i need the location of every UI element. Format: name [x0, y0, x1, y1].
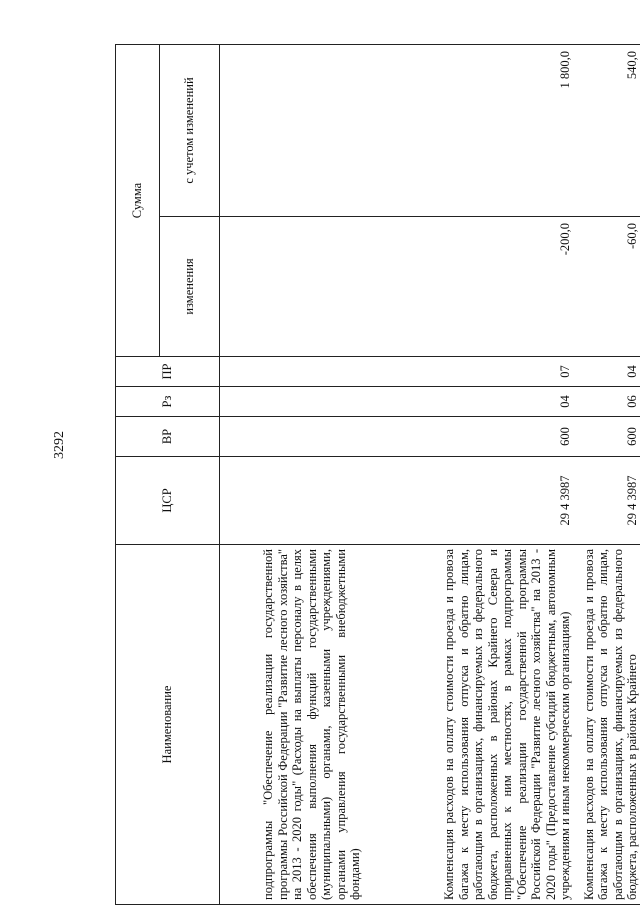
- row-changes: [220, 217, 368, 357]
- row-csr: [220, 457, 368, 545]
- header-csr: ЦСР: [116, 457, 220, 545]
- header-with-changes: с учетом изменений: [160, 45, 220, 217]
- row-changes: -60,0: [578, 217, 640, 357]
- row-rz: 04: [368, 387, 578, 417]
- header-vr: ВР: [116, 417, 220, 457]
- table-row: [220, 45, 368, 905]
- row-name: Компенсация расходов на оплату стоимости проезда и провоза багажа к месту использования отпуска и обратно лицам, работающим в организациях, финансируемых из федерального бюджета, расположенных в районах Крайнего Севера и приравненных к ним местностях, в рамках подпрограммы "Обеспечение реализации государственной программы Российской Федерации "Развитие лесного хозяйства" на 2013 - 2020 годы" (Предоставление субсидий бюджетным, автономным учреждениям и иным некоммерческим организациям): [368, 545, 578, 905]
- rotated-page: [115, 45, 639, 905]
- row-name: Компенсация расходов на оплату стоимости проезда и провоза багажа к месту использования отпуска и обратно лицам, работающим в организациях, финансируемых из федерального бюджета, расположенных в районах Крайнего: [578, 545, 640, 905]
- page-number: 3292: [52, 431, 67, 459]
- row-changes: -200,0: [368, 217, 578, 357]
- header-pr: ПР: [116, 357, 220, 387]
- row-name: подпрограммы "Обеспечение реализации государственной программы Российской Федерации "Развитие лесного хозяйства" на 2013 - 2020 годы" (Расходы на выплаты персоналу в целях обеспечения выполнения функций государственными (муниципальными) органами, казенными учреждениями, органами управления государственными внебюджетными фондами): [220, 545, 368, 905]
- row-vr: [220, 417, 368, 457]
- header-changes: изменения: [160, 217, 220, 357]
- header-name: Наименование: [116, 545, 220, 905]
- row-pr: [220, 357, 368, 387]
- row-with-changes: 540,0: [578, 45, 640, 217]
- budget-table: [115, 44, 640, 905]
- row-vr: 600: [368, 417, 578, 457]
- table-row: [368, 45, 578, 905]
- row-rz: [220, 387, 368, 417]
- header-sum: Сумма: [116, 45, 160, 357]
- table-row: [578, 45, 640, 905]
- row-csr: 29 4 3987: [368, 457, 578, 545]
- row-pr: 07: [368, 357, 578, 387]
- header-rz: Рз: [116, 387, 220, 417]
- row-with-changes: [220, 45, 368, 217]
- row-with-changes: 1 800,0: [368, 45, 578, 217]
- row-rz: 06: [578, 387, 640, 417]
- row-csr: 29 4 3987: [578, 457, 640, 545]
- row-vr: 600: [578, 417, 640, 457]
- row-pr: 04: [578, 357, 640, 387]
